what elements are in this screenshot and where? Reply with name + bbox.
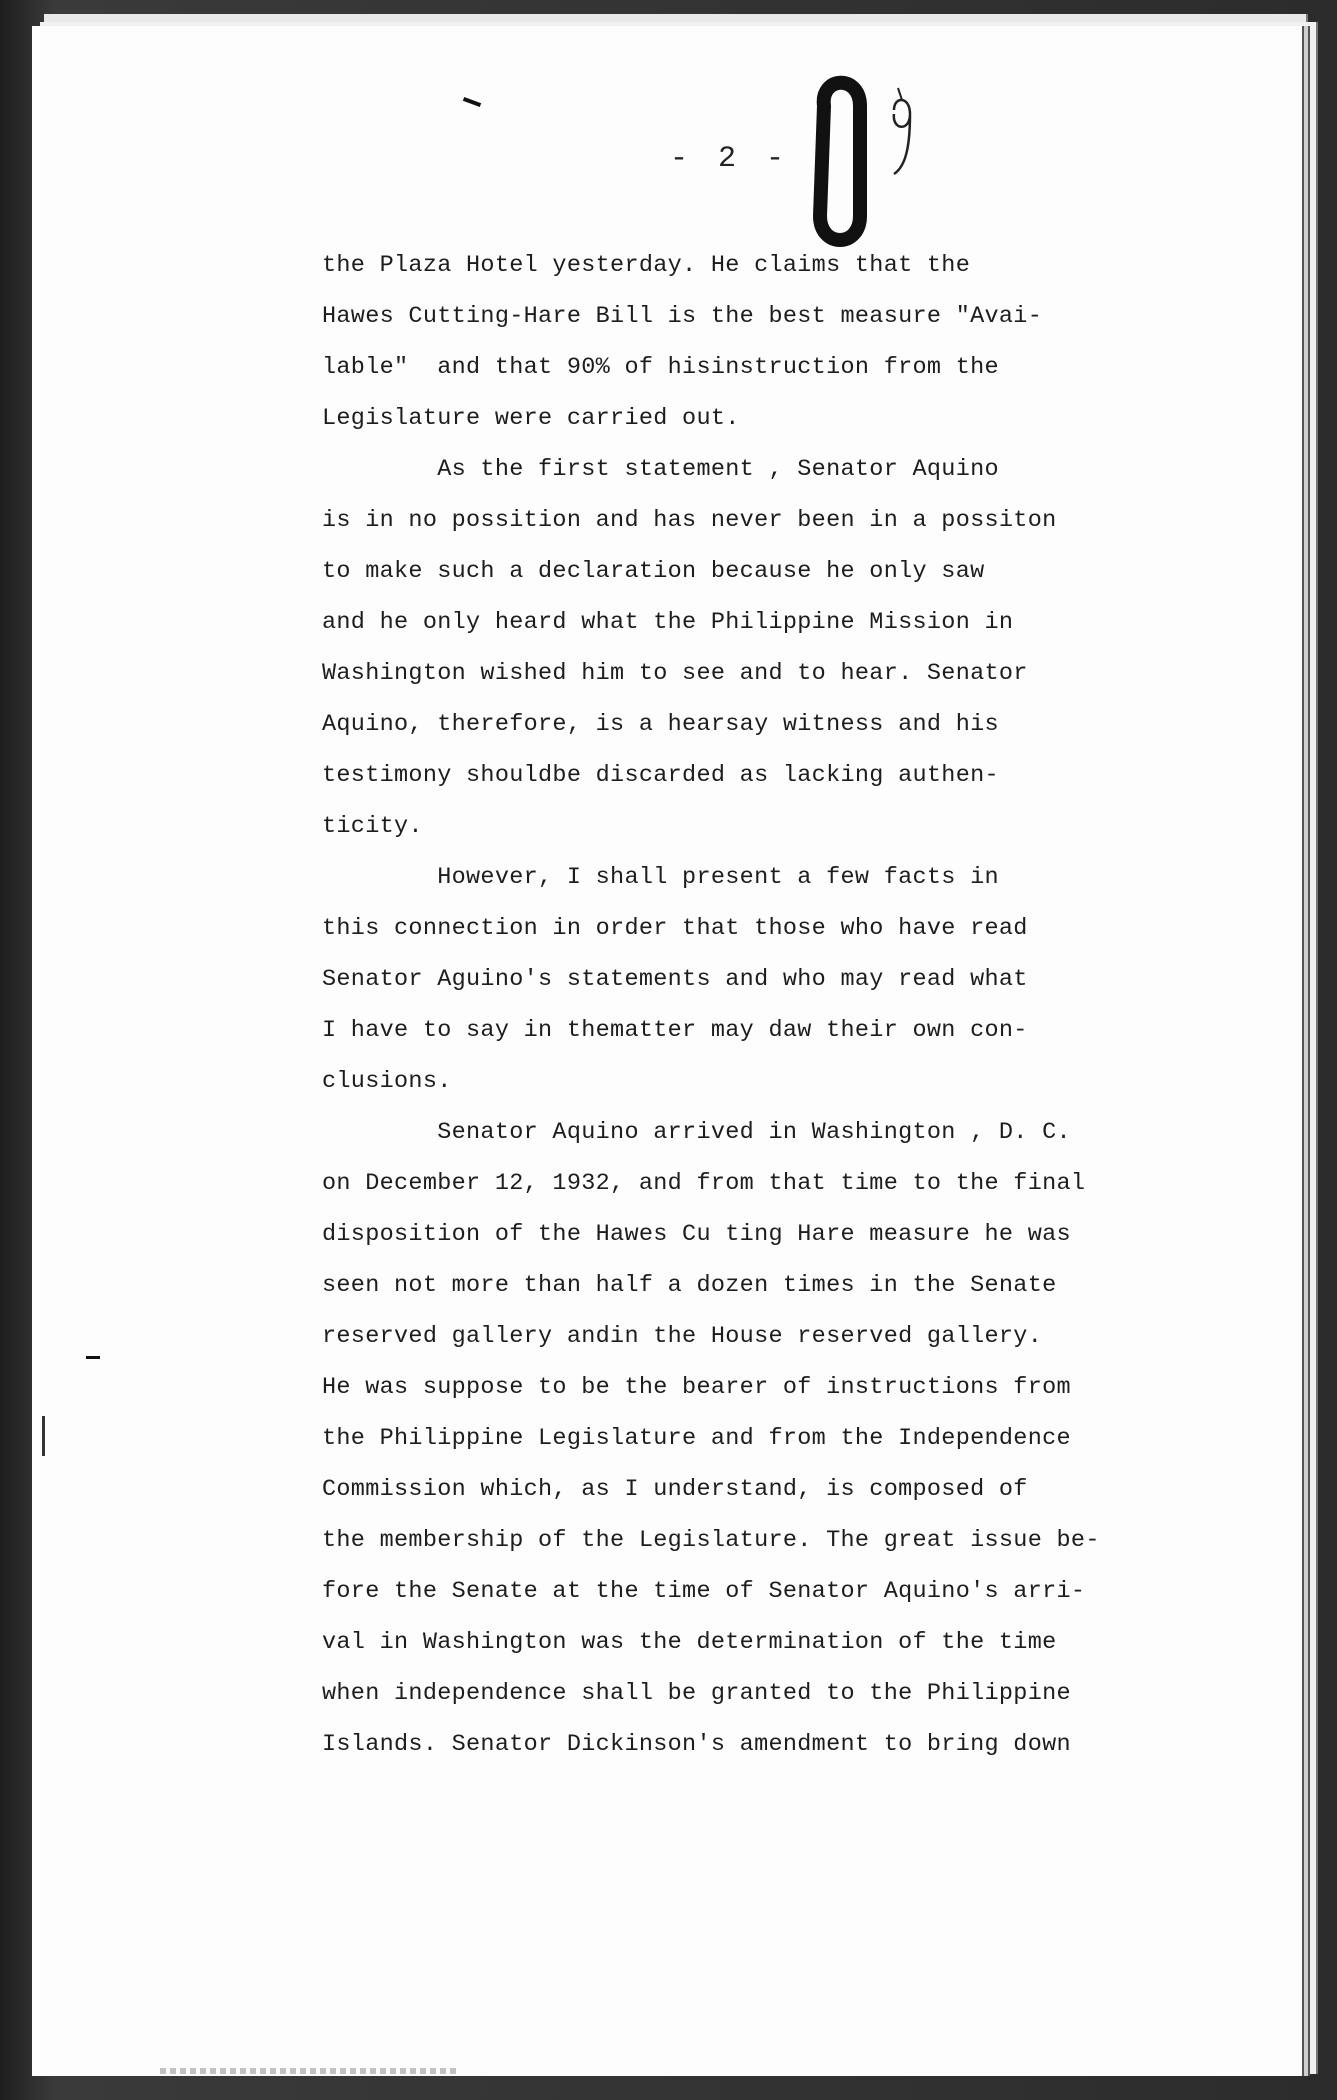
paragraph [322,444,1152,852]
text-line: the membership of the Legislature. The great issue be- [322,1527,1100,1554]
text-line: fore the Senate at the time of Senator Aquino's arri- [322,1578,1086,1605]
text-line: on December 12, 1932, and from that time to the final [322,1170,1086,1197]
ink-speck [86,1356,100,1359]
text-line: the Philippine Legislature and from the Independence [322,1425,1071,1452]
scan-smudge [160,2068,460,2074]
text-line: testimony shouldbe discarded as lacking authen- [322,762,999,789]
text-line: when independence shall be granted to the Philippine [322,1680,1071,1707]
text-line: Senator Aquino arrived in Washington , D. C. [322,1119,1071,1146]
text-line: Senator Aguino's statements and who may read what [322,966,1028,993]
text-line: Legislature were carried out. [322,405,740,432]
folio-stamp [802,66,922,256]
text-line: seen not more than half a dozen times in the Senate [322,1272,1057,1299]
text-line: Islands. Senator Dickinson's amendment to bring down [322,1731,1071,1758]
text-line: ticity. [322,813,423,840]
text-line: is in no possition and has never been in a possiton [322,507,1057,534]
text-line: As the first statement , Senator Aquino [322,456,999,483]
paragraph [322,1107,1152,1770]
text-line: val in Washington was the determination of the time [322,1629,1057,1656]
text-line: I have to say in thematter may daw their own con- [322,1017,1028,1044]
text-line: He was suppose to be the bearer of instructions from [322,1374,1071,1401]
text-line: and he only heard what the Philippine Mission in [322,609,1014,636]
text-line: to make such a declaration because he only saw [322,558,985,585]
text-line: this connection in order that those who have read [322,915,1028,942]
text-line: lable" and that 90% of hisinstruction from the [322,354,999,381]
ink-speck [463,97,481,107]
text-line: Washington wished him to see and to hear. Senator [322,660,1028,687]
text-line: reserved gallery andin the House reserved gallery. [322,1323,1043,1350]
text-line: Aquino, therefore, is a hearsay witness and his [322,711,999,738]
text-line: Commission which, as I understand, is composed of [322,1476,1028,1503]
text-line: However, I shall present a few facts in [322,864,999,891]
page-number: - 2 - [670,142,791,176]
text-line: clusions. [322,1068,452,1095]
paragraph [322,852,1152,1107]
text-line: Hawes Cutting-Hare Bill is the best measure "Avai- [322,303,1043,330]
paragraph [322,240,1152,444]
ink-speck [42,1416,45,1456]
text-line: disposition of the Hawes Cu ting Hare measure he was [322,1221,1071,1248]
text-line: the Plaza Hotel yesterday. He claims that the [322,252,971,279]
folio-stamp-graphic [802,66,922,256]
document-page [32,26,1302,2076]
letter-body [322,240,1152,1770]
